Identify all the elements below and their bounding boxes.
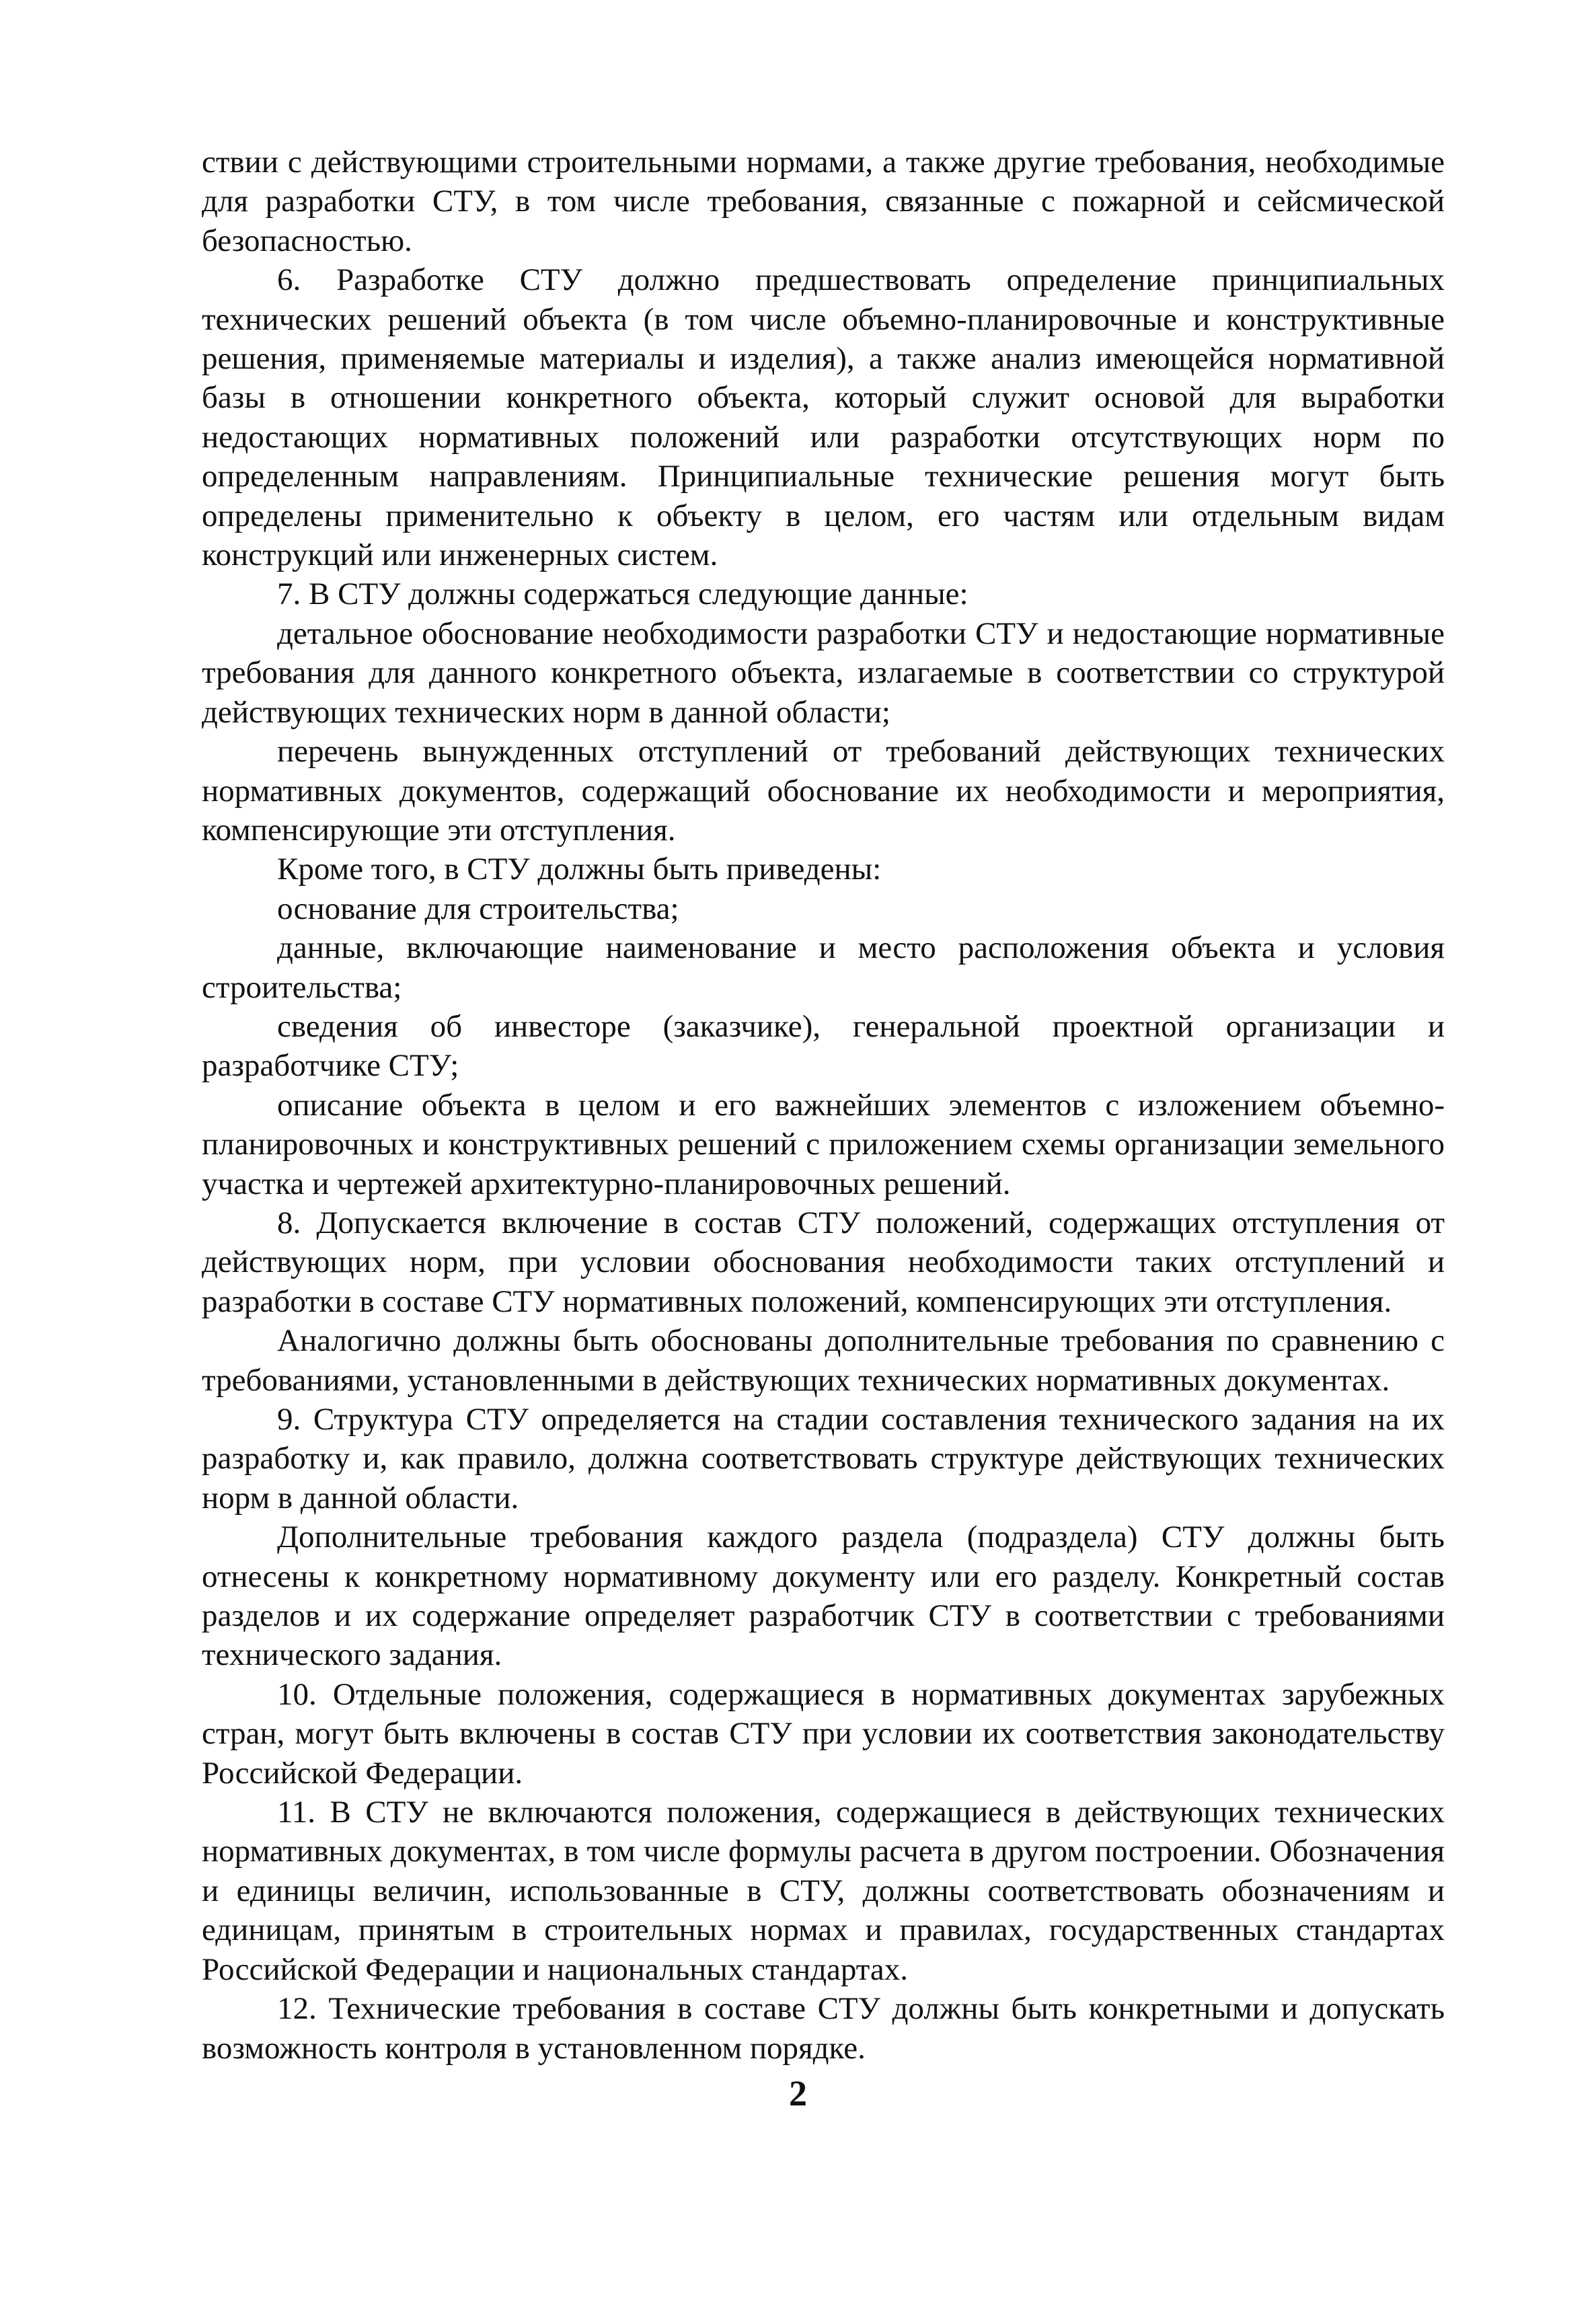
paragraph-construction-basis: основание для строительства; [277, 891, 679, 926]
paragraph-object-data: данные, включающие наименование и место расположения объекта и условия строительства; [202, 930, 1445, 1005]
paragraph-deviations-list: перечень вынужденных отступлений от требований действующих технических нормативных документов, содержащий обоснование их необходимости и мероприятия, компенсирующие эти отступления. [202, 734, 1445, 848]
document-body [202, 143, 1445, 2068]
paragraph-item-7: 7. В СТУ должны содержаться следующие данные: [277, 576, 968, 612]
paragraph-object-description: описание объекта в целом и его важнейших элементов с изложением объемно-планировочных и конструктивных решений с приложением схемы организации земельного участка и чертежей архитектурно-планировочных решений. [202, 1087, 1445, 1201]
paragraph-item-6: 6. Разработке СТУ должно предшествовать определение принципиальных технических решений объекта (в том числе объемно-планировочные и конструктивные решения, применяемые материалы и изделия), а также анализ имеющейся нормативной базы в отношении конкретного объекта, который служит основой для выработки недостающих нормативных положений или разработки отсутствующих норм по определенным направлениям. Принципиальные технические решения могут быть определены применительно к объекту в целом, его частям или отдельным видам конструкций или инженерных систем. [202, 262, 1445, 573]
paragraph-item-9: 9. Структура СТУ определяется на стадии составления технического задания на их разработку и, как правило, должна соответствовать структуре действующих технических норм в данной области. [202, 1402, 1445, 1516]
paragraph-item-8: 8. Допускается включение в состав СТУ положений, содержащих отступления от действующих норм, при условии обоснования необходимости таких отступлений и разработки в составе СТУ нормативных положений, компенсирующих эти отступления. [202, 1205, 1445, 1319]
paragraph-section-requirements: Дополнительные требования каждого раздела (подраздела) СТУ должны быть отнесены к конкретному нормативному документу или его разделу. Конкретный состав разделов и их содержание определяет разработчик СТУ в соответствии с требованиями технического задания. [202, 1520, 1445, 1673]
paragraph-investor-info: сведения об инвесторе (заказчике), генеральной проектной организации и разработчике СТУ; [202, 1008, 1445, 1084]
paragraph-additionally: Кроме того, в СТУ должны быть приведены: [277, 852, 882, 887]
paragraph-item-12: 12. Технические требования в составе СТУ должны быть конкретными и допускать возможность контроля в установленном порядке. [202, 1991, 1445, 2066]
paragraph-item-10: 10. Отдельные положения, содержащиеся в нормативных документах зарубежных стран, могут быть включены в состав СТУ при условии их соответствия законодательству Российской Федерации. [202, 1676, 1445, 1791]
paragraph-continuation: ствии с действующими строительными нормами, а также другие требования, необходимые для разработки СТУ, в том числе требования, связанные с пожарной и сейсмической безопасностью. [202, 145, 1445, 258]
paragraph-justification: детальное обоснование необходимости разработки СТУ и недостающие нормативные требования для данного конкретного объекта, излагаемые в соответствии со структурой действующих технических норм в данной области; [202, 615, 1445, 730]
paragraph-additional-requirements: Аналогично должны быть обоснованы дополнительные требования по сравнению с требованиями, установленными в действующих технических нормативных документах. [202, 1323, 1445, 1398]
page-number: 2 [789, 2073, 807, 2114]
paragraph-item-11: 11. В СТУ не включаются положения, содержащиеся в действующих технических нормативных документах, в том числе формулы расчета в другом построении. Обозначения и единицы величин, использованные в СТУ, должны соответствовать обозначениям и единицам, принятым в строительных нормах и правилах, государственных стандартах Российской Федерации и национальных стандартах. [202, 1795, 1445, 1987]
